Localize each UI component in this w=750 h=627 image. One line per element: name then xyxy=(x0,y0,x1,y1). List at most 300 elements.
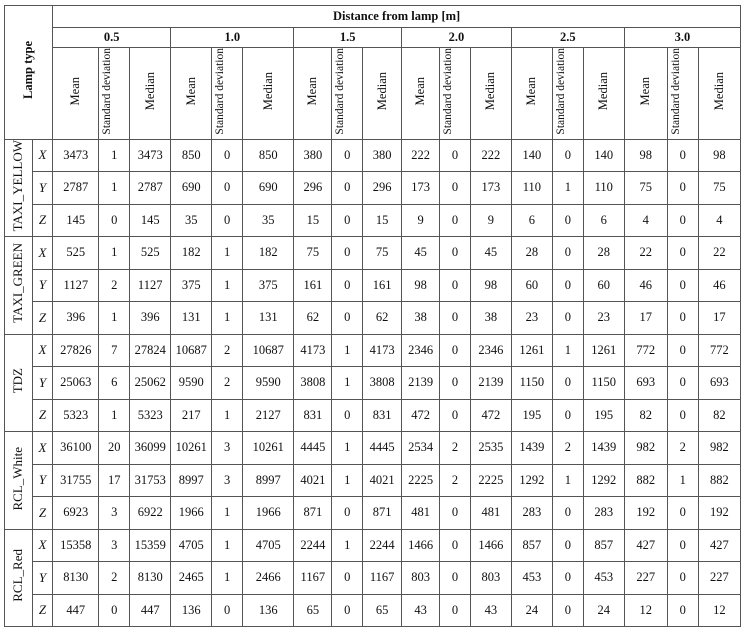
value-cell: 0 xyxy=(552,594,583,627)
value-cell: 982 xyxy=(698,432,740,465)
value-cell: 5323 xyxy=(130,399,171,432)
lamp-name: TAXI_GREEN xyxy=(10,243,26,324)
value-cell: 0 xyxy=(440,269,471,302)
value-cell: 693 xyxy=(624,367,667,400)
distance-5: 3.0 xyxy=(624,28,740,48)
std-dev-header-label: Standard deviation xyxy=(554,48,567,135)
value-cell: 4705 xyxy=(243,529,294,562)
value-cell: 0 xyxy=(332,302,363,335)
value-cell: 296 xyxy=(363,172,402,205)
value-cell: 62 xyxy=(294,302,332,335)
lamp-name-cell xyxy=(5,237,33,335)
value-cell: 6922 xyxy=(130,497,171,530)
value-cell: 693 xyxy=(698,367,740,400)
distance-3: 2.0 xyxy=(402,28,512,48)
mean-header xyxy=(511,48,552,140)
value-cell: 1 xyxy=(212,497,243,530)
value-cell: 1 xyxy=(99,302,130,335)
value-cell: 0 xyxy=(552,204,583,237)
value-cell: 98 xyxy=(470,269,511,302)
value-cell: 222 xyxy=(402,139,440,172)
value-cell: 1127 xyxy=(53,269,99,302)
value-cell: 380 xyxy=(363,139,402,172)
value-cell: 1 xyxy=(212,269,243,302)
table-row xyxy=(5,464,741,497)
value-cell: 1966 xyxy=(243,497,294,530)
value-cell: 173 xyxy=(402,172,440,205)
axis-cell: X xyxy=(32,334,53,367)
value-cell: 1439 xyxy=(583,432,624,465)
value-cell: 0 xyxy=(667,399,698,432)
value-cell: 22 xyxy=(624,237,667,270)
value-cell: 45 xyxy=(402,237,440,270)
mean-header xyxy=(171,48,212,140)
value-cell: 0 xyxy=(667,562,698,595)
value-cell: 4445 xyxy=(294,432,332,465)
value-cell: 0 xyxy=(332,399,363,432)
std-dev-header-label: Standard deviation xyxy=(669,48,682,135)
value-cell: 2535 xyxy=(470,432,511,465)
value-cell: 1 xyxy=(212,529,243,562)
value-cell: 427 xyxy=(698,529,740,562)
value-cell: 15359 xyxy=(130,529,171,562)
value-cell: 62 xyxy=(363,302,402,335)
mean-header xyxy=(294,48,332,140)
axis-cell: X xyxy=(32,237,53,270)
value-cell: 857 xyxy=(511,529,552,562)
value-cell: 3473 xyxy=(130,139,171,172)
lamp-name: RCL_Red xyxy=(10,549,26,603)
value-cell: 82 xyxy=(624,399,667,432)
value-cell: 75 xyxy=(363,237,402,270)
median-header xyxy=(583,48,624,140)
value-cell: 2 xyxy=(440,464,471,497)
value-cell: 1 xyxy=(99,172,130,205)
value-cell: 8997 xyxy=(171,464,212,497)
std-dev-header-label: Standard deviation xyxy=(441,48,454,135)
std-dev-header xyxy=(99,48,130,140)
value-cell: 31755 xyxy=(53,464,99,497)
value-cell: 871 xyxy=(363,497,402,530)
value-cell: 831 xyxy=(294,399,332,432)
value-cell: 1439 xyxy=(511,432,552,465)
table-row xyxy=(5,562,741,595)
value-cell: 2346 xyxy=(470,334,511,367)
value-cell: 447 xyxy=(53,594,99,627)
value-cell: 0 xyxy=(332,269,363,302)
median-header xyxy=(243,48,294,140)
value-cell: 1 xyxy=(552,464,583,497)
value-cell: 161 xyxy=(363,269,402,302)
value-cell: 27826 xyxy=(53,334,99,367)
value-cell: 60 xyxy=(511,269,552,302)
value-cell: 4021 xyxy=(363,464,402,497)
value-cell: 9590 xyxy=(243,367,294,400)
std-dev-header xyxy=(332,48,363,140)
value-cell: 24 xyxy=(583,594,624,627)
value-cell: 283 xyxy=(511,497,552,530)
value-cell: 136 xyxy=(171,594,212,627)
value-cell: 0 xyxy=(440,237,471,270)
value-cell: 2139 xyxy=(470,367,511,400)
value-cell: 0 xyxy=(667,269,698,302)
value-cell: 0 xyxy=(440,497,471,530)
value-cell: 481 xyxy=(402,497,440,530)
value-cell: 882 xyxy=(624,464,667,497)
value-cell: 2 xyxy=(99,269,130,302)
value-cell: 472 xyxy=(402,399,440,432)
axis-cell: X xyxy=(32,432,53,465)
value-cell: 2 xyxy=(440,432,471,465)
value-cell: 1292 xyxy=(511,464,552,497)
value-cell: 2 xyxy=(552,432,583,465)
value-cell: 140 xyxy=(583,139,624,172)
value-cell: 803 xyxy=(402,562,440,595)
value-cell: 2787 xyxy=(53,172,99,205)
distance-2: 1.5 xyxy=(294,28,402,48)
value-cell: 65 xyxy=(363,594,402,627)
value-cell: 1 xyxy=(552,334,583,367)
value-cell: 0 xyxy=(667,204,698,237)
value-cell: 75 xyxy=(294,237,332,270)
value-cell: 15 xyxy=(294,204,332,237)
axis-cell: Z xyxy=(32,399,53,432)
value-cell: 82 xyxy=(698,399,740,432)
value-cell: 831 xyxy=(363,399,402,432)
value-cell: 195 xyxy=(511,399,552,432)
value-cell: 110 xyxy=(583,172,624,205)
value-cell: 2534 xyxy=(402,432,440,465)
value-cell: 192 xyxy=(624,497,667,530)
std-dev-header xyxy=(212,48,243,140)
value-cell: 136 xyxy=(243,594,294,627)
value-cell: 0 xyxy=(552,529,583,562)
lamp-name-cell xyxy=(5,432,33,530)
value-cell: 1466 xyxy=(402,529,440,562)
table-row xyxy=(5,269,741,302)
value-cell: 396 xyxy=(130,302,171,335)
value-cell: 0 xyxy=(212,594,243,627)
value-cell: 1127 xyxy=(130,269,171,302)
value-cell: 803 xyxy=(470,562,511,595)
value-cell: 0 xyxy=(667,334,698,367)
value-cell: 1 xyxy=(332,367,363,400)
value-cell: 75 xyxy=(624,172,667,205)
value-cell: 0 xyxy=(552,237,583,270)
value-cell: 8130 xyxy=(130,562,171,595)
value-cell: 222 xyxy=(470,139,511,172)
axis-cell: Z xyxy=(32,204,53,237)
value-cell: 0 xyxy=(552,269,583,302)
value-cell: 1292 xyxy=(583,464,624,497)
table-row xyxy=(5,497,741,530)
value-cell: 12 xyxy=(698,594,740,627)
value-cell: 27824 xyxy=(130,334,171,367)
value-cell: 8997 xyxy=(243,464,294,497)
value-cell: 24 xyxy=(511,594,552,627)
table-row xyxy=(5,432,741,465)
value-cell: 98 xyxy=(402,269,440,302)
value-cell: 15358 xyxy=(53,529,99,562)
value-cell: 1 xyxy=(212,237,243,270)
value-cell: 0 xyxy=(667,497,698,530)
value-cell: 447 xyxy=(130,594,171,627)
std-dev-header xyxy=(440,48,471,140)
data-table xyxy=(4,5,741,627)
axis-cell: Y xyxy=(32,269,53,302)
value-cell: 35 xyxy=(171,204,212,237)
lamp-type-header xyxy=(5,6,53,140)
value-cell: 17 xyxy=(698,302,740,335)
value-cell: 0 xyxy=(440,594,471,627)
value-cell: 3808 xyxy=(363,367,402,400)
value-cell: 182 xyxy=(171,237,212,270)
value-cell: 10261 xyxy=(243,432,294,465)
value-cell: 2 xyxy=(99,562,130,595)
value-cell: 1261 xyxy=(583,334,624,367)
value-cell: 9590 xyxy=(171,367,212,400)
value-cell: 23 xyxy=(511,302,552,335)
value-cell: 380 xyxy=(294,139,332,172)
value-cell: 0 xyxy=(440,367,471,400)
mean-header-label: Mean xyxy=(524,77,539,106)
value-cell: 0 xyxy=(552,139,583,172)
value-cell: 0 xyxy=(332,237,363,270)
axis-cell: X xyxy=(32,529,53,562)
value-cell: 36100 xyxy=(53,432,99,465)
value-cell: 982 xyxy=(624,432,667,465)
value-cell: 0 xyxy=(440,139,471,172)
value-cell: 2225 xyxy=(402,464,440,497)
value-cell: 882 xyxy=(698,464,740,497)
value-cell: 0 xyxy=(552,497,583,530)
value-cell: 131 xyxy=(171,302,212,335)
value-cell: 38 xyxy=(402,302,440,335)
value-cell: 850 xyxy=(243,139,294,172)
table-row xyxy=(5,139,741,172)
value-cell: 145 xyxy=(53,204,99,237)
value-cell: 6 xyxy=(99,367,130,400)
value-cell: 857 xyxy=(583,529,624,562)
distance-0: 0.5 xyxy=(53,28,171,48)
median-header-label: Median xyxy=(374,72,389,111)
distance-1: 1.0 xyxy=(171,28,294,48)
value-cell: 131 xyxy=(243,302,294,335)
value-cell: 4 xyxy=(698,204,740,237)
value-cell: 12 xyxy=(624,594,667,627)
value-cell: 850 xyxy=(171,139,212,172)
value-cell: 4173 xyxy=(294,334,332,367)
value-cell: 0 xyxy=(667,302,698,335)
value-cell: 1966 xyxy=(171,497,212,530)
value-cell: 481 xyxy=(470,497,511,530)
value-cell: 15 xyxy=(363,204,402,237)
value-cell: 6 xyxy=(583,204,624,237)
value-cell: 1 xyxy=(332,529,363,562)
value-cell: 25062 xyxy=(130,367,171,400)
table-row xyxy=(5,334,741,367)
value-cell: 1150 xyxy=(511,367,552,400)
axis-cell: Y xyxy=(32,172,53,205)
std-dev-header xyxy=(667,48,698,140)
lamp-name: TAXI_YELLOW xyxy=(10,140,26,232)
value-cell: 1 xyxy=(212,302,243,335)
value-cell: 1150 xyxy=(583,367,624,400)
value-cell: 45 xyxy=(470,237,511,270)
median-header xyxy=(363,48,402,140)
value-cell: 396 xyxy=(53,302,99,335)
value-cell: 65 xyxy=(294,594,332,627)
value-cell: 4173 xyxy=(363,334,402,367)
value-cell: 2244 xyxy=(294,529,332,562)
median-header xyxy=(470,48,511,140)
value-cell: 4705 xyxy=(171,529,212,562)
distance-4: 2.5 xyxy=(511,28,624,48)
value-cell: 227 xyxy=(624,562,667,595)
value-cell: 0 xyxy=(212,172,243,205)
value-cell: 43 xyxy=(470,594,511,627)
value-cell: 1 xyxy=(552,172,583,205)
value-cell: 690 xyxy=(171,172,212,205)
value-cell: 1167 xyxy=(363,562,402,595)
std-dev-header-label: Standard deviation xyxy=(101,48,114,135)
value-cell: 2225 xyxy=(470,464,511,497)
lamp-name-cell xyxy=(5,139,33,237)
distance-header: Distance from lamp [m] xyxy=(53,6,741,28)
value-cell: 43 xyxy=(402,594,440,627)
value-cell: 17 xyxy=(99,464,130,497)
value-cell: 140 xyxy=(511,139,552,172)
value-cell: 0 xyxy=(440,302,471,335)
value-cell: 2787 xyxy=(130,172,171,205)
value-cell: 283 xyxy=(583,497,624,530)
value-cell: 0 xyxy=(440,334,471,367)
axis-cell: Z xyxy=(32,594,53,627)
value-cell: 10261 xyxy=(171,432,212,465)
mean-header-label: Mean xyxy=(305,77,320,106)
axis-cell: Y xyxy=(32,562,53,595)
value-cell: 4021 xyxy=(294,464,332,497)
value-cell: 2 xyxy=(212,367,243,400)
median-header xyxy=(698,48,740,140)
mean-header-label: Mean xyxy=(413,77,428,106)
value-cell: 0 xyxy=(99,204,130,237)
median-header-label: Median xyxy=(142,72,157,111)
table-row xyxy=(5,399,741,432)
table-row xyxy=(5,529,741,562)
value-cell: 2244 xyxy=(363,529,402,562)
value-cell: 0 xyxy=(440,562,471,595)
value-cell: 2 xyxy=(667,432,698,465)
value-cell: 0 xyxy=(332,172,363,205)
value-cell: 195 xyxy=(583,399,624,432)
table-header xyxy=(5,6,741,140)
lamp-name: RCL_White xyxy=(10,446,26,511)
value-cell: 2466 xyxy=(243,562,294,595)
value-cell: 0 xyxy=(440,172,471,205)
value-cell: 0 xyxy=(667,172,698,205)
value-cell: 60 xyxy=(583,269,624,302)
mean-header-label: Mean xyxy=(638,77,653,106)
axis-cell: Z xyxy=(32,302,53,335)
value-cell: 0 xyxy=(552,562,583,595)
value-cell: 1 xyxy=(99,399,130,432)
value-cell: 1 xyxy=(332,334,363,367)
value-cell: 0 xyxy=(552,367,583,400)
value-cell: 0 xyxy=(332,139,363,172)
value-cell: 192 xyxy=(698,497,740,530)
value-cell: 3 xyxy=(99,497,130,530)
value-cell: 1466 xyxy=(470,529,511,562)
value-cell: 182 xyxy=(243,237,294,270)
value-cell: 9 xyxy=(470,204,511,237)
value-cell: 0 xyxy=(332,497,363,530)
value-cell: 28 xyxy=(583,237,624,270)
value-cell: 0 xyxy=(667,594,698,627)
value-cell: 20 xyxy=(99,432,130,465)
value-cell: 772 xyxy=(624,334,667,367)
std-dev-header-label: Standard deviation xyxy=(334,48,347,135)
value-cell: 46 xyxy=(624,269,667,302)
value-cell: 0 xyxy=(552,399,583,432)
value-cell: 31753 xyxy=(130,464,171,497)
std-dev-header xyxy=(552,48,583,140)
value-cell: 227 xyxy=(698,562,740,595)
value-cell: 0 xyxy=(99,594,130,627)
lamp-type-label: Lamp type xyxy=(21,41,36,100)
value-cell: 0 xyxy=(332,594,363,627)
value-cell: 427 xyxy=(624,529,667,562)
value-cell: 375 xyxy=(243,269,294,302)
value-cell: 23 xyxy=(583,302,624,335)
value-cell: 2465 xyxy=(171,562,212,595)
value-cell: 4 xyxy=(624,204,667,237)
value-cell: 36099 xyxy=(130,432,171,465)
mean-header xyxy=(402,48,440,140)
value-cell: 3473 xyxy=(53,139,99,172)
table-row xyxy=(5,367,741,400)
table-row xyxy=(5,302,741,335)
value-cell: 0 xyxy=(667,529,698,562)
value-cell: 1 xyxy=(99,237,130,270)
value-cell: 453 xyxy=(511,562,552,595)
std-dev-header-label: Standard deviation xyxy=(214,48,227,135)
median-header-label: Median xyxy=(260,72,275,111)
value-cell: 98 xyxy=(624,139,667,172)
value-cell: 0 xyxy=(440,529,471,562)
value-cell: 375 xyxy=(171,269,212,302)
axis-cell: Y xyxy=(32,464,53,497)
median-header-label: Median xyxy=(711,72,726,111)
value-cell: 0 xyxy=(212,139,243,172)
mean-header-label: Mean xyxy=(68,77,83,106)
value-cell: 690 xyxy=(243,172,294,205)
value-cell: 9 xyxy=(402,204,440,237)
value-cell: 75 xyxy=(698,172,740,205)
value-cell: 525 xyxy=(130,237,171,270)
table-row xyxy=(5,594,741,627)
mean-header-label: Mean xyxy=(183,77,198,106)
value-cell: 25063 xyxy=(53,367,99,400)
value-cell: 17 xyxy=(624,302,667,335)
value-cell: 0 xyxy=(332,562,363,595)
mean-header xyxy=(624,48,667,140)
value-cell: 0 xyxy=(212,204,243,237)
axis-cell: Y xyxy=(32,367,53,400)
value-cell: 7 xyxy=(99,334,130,367)
value-cell: 110 xyxy=(511,172,552,205)
value-cell: 0 xyxy=(552,302,583,335)
